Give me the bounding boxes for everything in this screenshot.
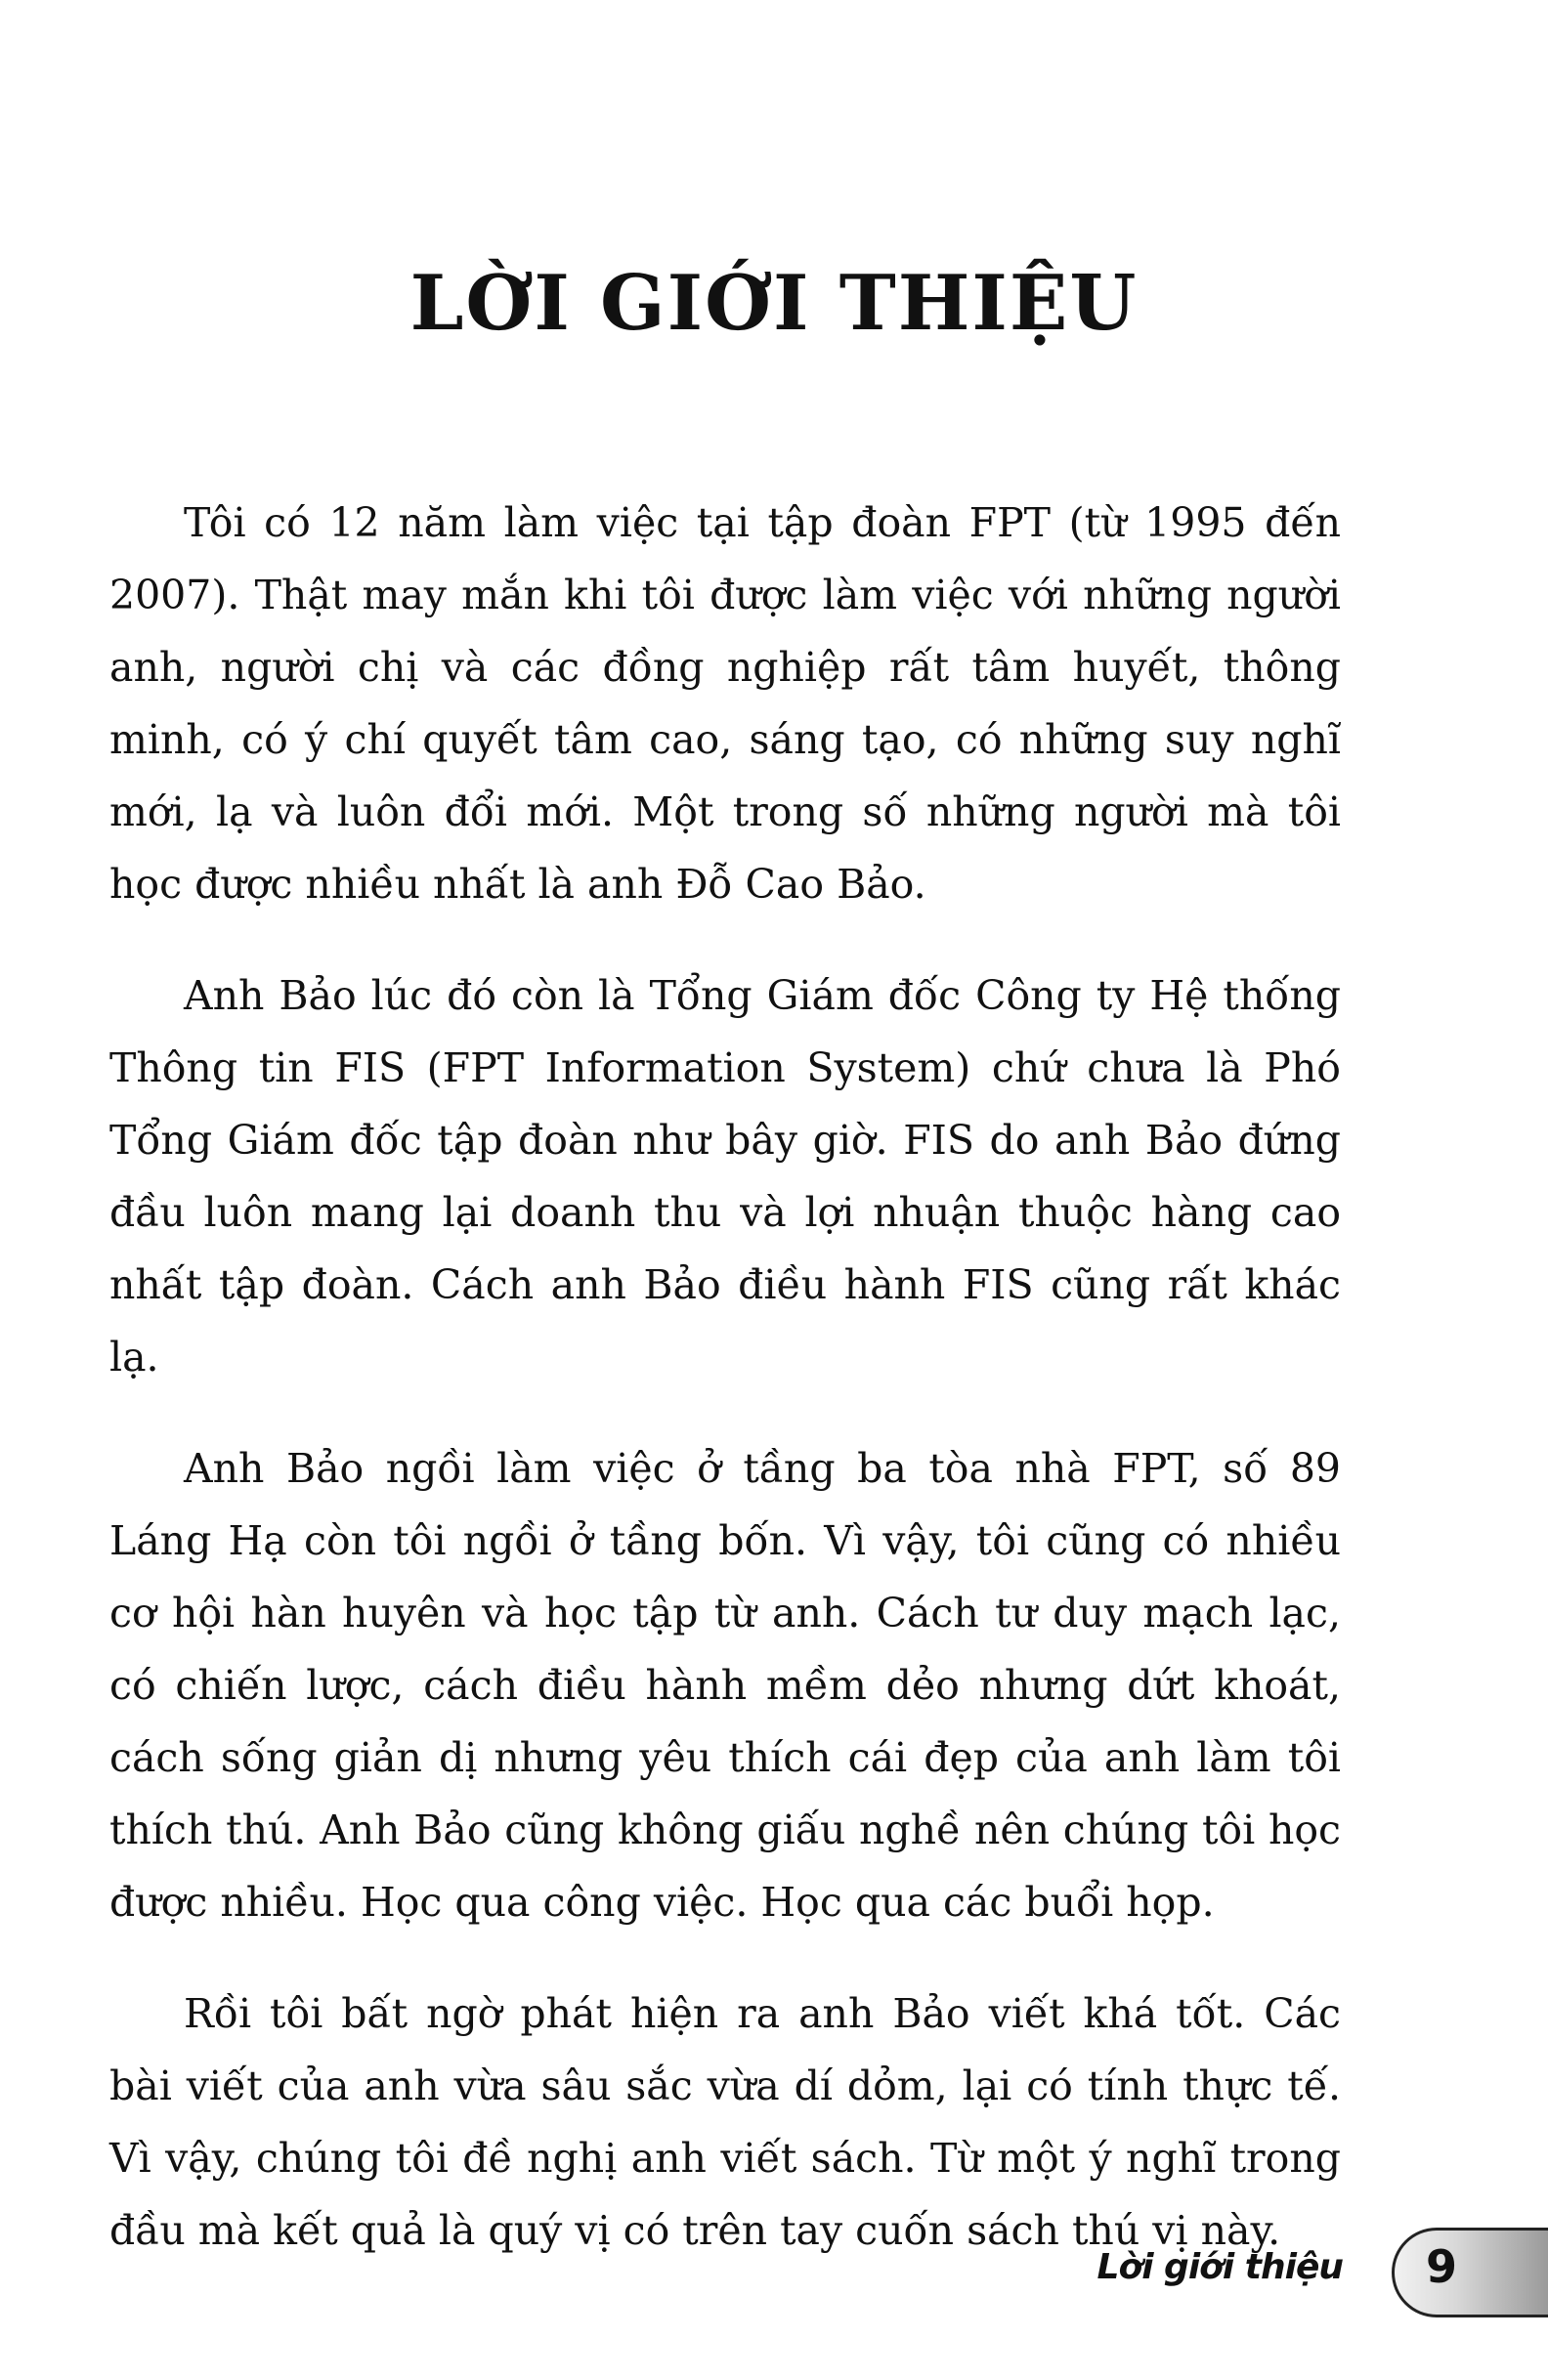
paragraph-2: Anh Bảo lúc đó còn là Tổng Giám đốc Công ty Hệ thống Thông tin FIS (FPT Information System) chứ chưa là Phó Tổng Giám đốc tập đoàn như bây giờ. FIS do anh Bảo đứng đầu luôn mang lại doanh thu và lợi nhuận thuộc hàng cao nhất tập đoàn. Cách anh Bảo điều hành FIS cũng rất khác lạ.	[109, 972, 1341, 1381]
page-footer	[0, 2228, 1548, 2325]
running-head: Lời giới thiệu	[1096, 2247, 1343, 2287]
page-title: LỜI GIỚI THIỆU	[409, 259, 1139, 348]
paragraph-4: Rồi tôi bất ngờ phát hiện ra anh Bảo viết khá tốt. Các bài viết của anh vừa sâu sắc vừa dí dỏm, lại có tính thực tế. Vì vậy, chúng tôi đề nghị anh viết sách. Từ một ý nghĩ trong đầu mà kết quả là quý vị có trên tay cuốn sách thú vị này.	[109, 1990, 1341, 2254]
paragraph-1: Tôi có 12 năm làm việc tại tập đoàn FPT (từ 1995 đến 2007). Thật may mắn khi tôi được làm việc với những người anh, người chị và các đồng nghiệp rất tâm huyết, thông minh, có ý chí quyết tâm cao, sáng tạo, có những suy nghĩ mới, lạ và luôn đổi mới. Một trong số những người mà tôi học được nhiều nhất là anh Đỗ Cao Bảo.	[109, 499, 1341, 908]
body-text	[109, 487, 1341, 2306]
paragraph-3: Anh Bảo ngồi làm việc ở tầng ba tòa nhà FPT, số 89 Láng Hạ còn tôi ngồi ở tầng bốn. Vì vậy, tôi cũng có nhiều cơ hội hàn huyên và học tập từ anh. Cách tư duy mạch lạc, có chiến lược, cách điều hành mềm dẻo nhưng dứt khoát, cách sống giản dị nhưng yêu thích cái đẹp của anh làm tôi thích thú. Anh Bảo cũng không giấu nghề nên chúng tôi học được nhiều. Học qua công việc. Học qua các buổi họp.	[109, 1445, 1341, 1926]
page-number-tab	[1392, 2228, 1548, 2317]
page-number: 9	[1426, 2240, 1458, 2293]
